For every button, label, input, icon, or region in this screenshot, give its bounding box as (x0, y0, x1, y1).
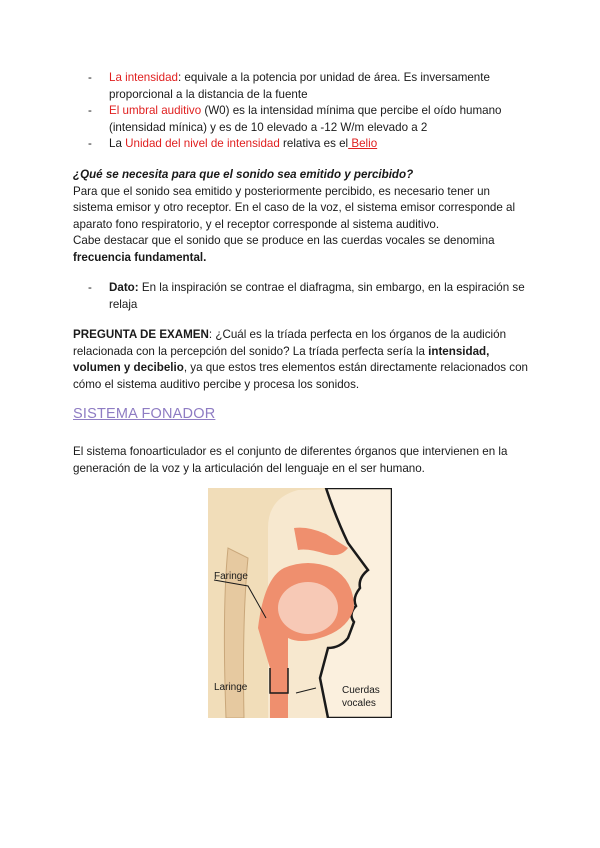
definition-prefix: La (109, 137, 126, 150)
bullet-dash: - (88, 104, 92, 117)
definition-unidad-nivel: relativa es el (279, 137, 349, 150)
question-paragraph: Para que el sonido sea emitido y posteriormente percibido, es necesario tener un sistema emisor y otro receptor. En el caso de la voz, el sistema emisor corresponde al aparato fono respiratorio, y el receptor corresponde al sistema auditivo. (73, 184, 516, 231)
dato-list (88, 280, 528, 313)
list-item (88, 103, 538, 136)
term-unidad-nivel: Unidad del nivel de intensidad (125, 137, 280, 150)
belio-link[interactable]: Belio (348, 137, 378, 150)
dato-label: Dato: (109, 281, 139, 294)
exam-label: PREGUNTA DE EXAMEN (73, 328, 209, 341)
bullet-dash: - (88, 71, 92, 84)
definition-umbral-auditivo: (W0) es la intensidad mínima que percibe el oído humano (intensidad mínica) y es de 10 elevado a -12 W/m elevado a 2 (109, 104, 502, 134)
fundamental-paragraph: Cabe destacar que el sonido que se produce en las cuerdas vocales se denomina frecuencia fundamental. (73, 234, 495, 264)
exam-triad: intensidad, volumen y decibelio (73, 344, 490, 374)
label-faringe: Faringe (214, 571, 248, 582)
vocal-tract-figure (208, 488, 392, 718)
label-vocales: vocales (342, 698, 376, 709)
bullet-dash: - (88, 281, 92, 294)
definition-intensidad: : equivale a la potencia por unidad de área. Es inversamente proporcional a la distancia de la fuente (109, 71, 490, 101)
exam-question: PREGUNTA DE EXAMEN: ¿Cuál es la tríada perfecta en los órganos de la audición relacionada con la percepción del sonido? La tríada perfecta sería la intensidad, volumen y decibelio, ya que estos tres elementos están directamente relacionados con cómo el sistema auditivo percibe y procesa los sonidos. (73, 328, 528, 391)
list-item (88, 280, 528, 313)
label-laringe: Laringe (214, 682, 248, 693)
question-heading: ¿Qué se necesita para que el sonido sea emitido y percibido? (73, 168, 414, 181)
frecuencia-fundamental: frecuencia fundamental. (73, 250, 207, 264)
definitions-list (88, 70, 538, 153)
dato-text: En la inspiración se contrae el diafragma, sin embargo, en la espiración se relaja (109, 281, 525, 311)
bullet-dash: - (88, 137, 92, 150)
term-umbral-auditivo: El umbral auditivo (109, 104, 202, 117)
vocal-tract-illustration (208, 488, 392, 718)
section-title[interactable]: SISTEMA FONADOR (73, 406, 216, 422)
section-paragraph: El sistema fonoarticulador es el conjunto de diferentes órganos que intervienen en la generación de la voz y la articulación del lenguaje en el ser humano. (73, 445, 508, 475)
question-section (73, 167, 528, 266)
label-cuerdas: Cuerdas (342, 685, 380, 696)
oral-cavity (278, 582, 338, 634)
list-item (88, 70, 538, 103)
term-intensidad: La intensidad (109, 71, 178, 84)
list-item (88, 136, 538, 153)
